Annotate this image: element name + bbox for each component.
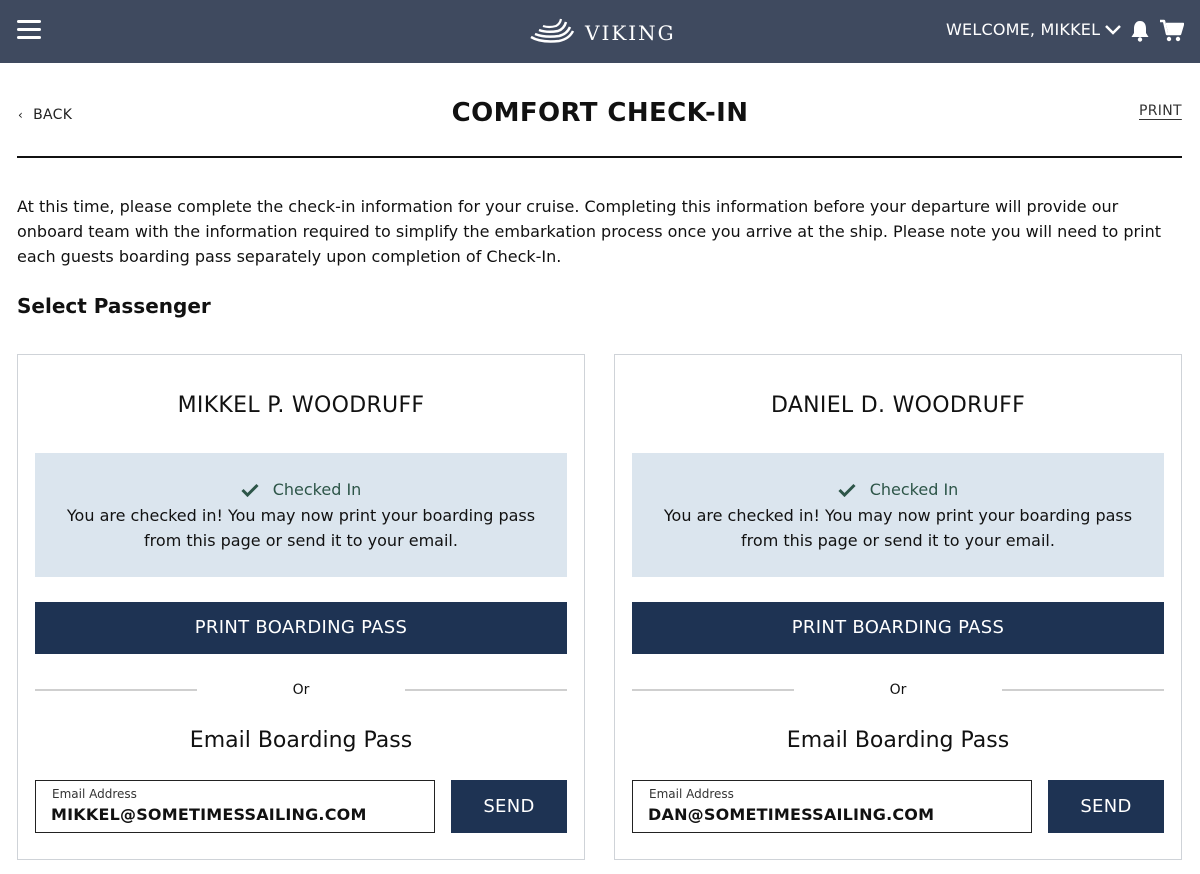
logo-text: VIKING xyxy=(585,21,676,45)
back-label: BACK xyxy=(33,107,73,123)
intro-text: At this time, please complete the check-in information for your cruise. Completing this information before your departure will provide our onboard team with the information required to simplify the embarkation process once you arrive at the ship. Please note you will need to print each guests boarding pass separately upon completion of Check-In. xyxy=(17,197,1161,266)
page-title: COMFORT CHECK-IN xyxy=(451,98,749,128)
passenger-name: MIKKEL P. WOODRUFF xyxy=(177,393,425,418)
cart-icon[interactable] xyxy=(1160,19,1184,43)
checked-in-status-box xyxy=(35,453,567,577)
send-button[interactable]: SEND xyxy=(451,780,567,833)
email-input[interactable] xyxy=(51,802,426,826)
status-label: Checked In xyxy=(869,480,959,499)
chevron-down-icon xyxy=(1105,24,1121,36)
status-message: You are checked in! You may now print your boarding pass from this page or send it to your email. xyxy=(663,506,1133,550)
email-boarding-pass-heading: Email Boarding Pass xyxy=(189,728,413,753)
viking-logo[interactable] xyxy=(529,16,676,46)
bell-icon[interactable] xyxy=(1130,20,1150,42)
email-field-label: Email Address xyxy=(649,787,734,801)
viking-ship-logo xyxy=(529,17,575,45)
title-divider xyxy=(17,156,1182,158)
passenger-card xyxy=(17,354,585,860)
status-line xyxy=(35,480,567,499)
status-label: Checked In xyxy=(272,480,362,499)
top-navigation-bar xyxy=(0,0,1200,63)
chevron-left-icon: ‹ xyxy=(18,108,24,122)
checked-in-status-box xyxy=(632,453,1164,577)
email-field-label: Email Address xyxy=(52,787,137,801)
welcome-label: WELCOME, MIKKEL xyxy=(946,20,1101,39)
account-menu[interactable] xyxy=(946,20,1121,39)
menu-icon[interactable] xyxy=(17,20,41,40)
status-line xyxy=(632,480,1164,499)
checkmark-icon xyxy=(838,483,856,497)
checkmark-icon xyxy=(241,483,259,497)
email-boarding-pass-heading: Email Boarding Pass xyxy=(786,728,1010,753)
passenger-name: DANIEL D. WOODRUFF xyxy=(770,393,1026,418)
print-boarding-pass-button[interactable]: PRINT BOARDING PASS xyxy=(632,602,1164,654)
email-input[interactable] xyxy=(648,802,1023,826)
or-divider xyxy=(35,681,567,701)
or-divider xyxy=(632,681,1164,701)
select-passenger-heading: Select Passenger xyxy=(17,294,211,318)
print-link[interactable]: PRINT xyxy=(1139,103,1182,119)
send-button[interactable]: SEND xyxy=(1048,780,1164,833)
or-label: Or xyxy=(889,682,907,698)
print-boarding-pass-button[interactable]: PRINT BOARDING PASS xyxy=(35,602,567,654)
email-field[interactable] xyxy=(632,780,1032,833)
passenger-card xyxy=(614,354,1182,860)
or-label: Or xyxy=(292,682,310,698)
status-message: You are checked in! You may now print your boarding pass from this page or send it to your email. xyxy=(66,506,536,550)
email-field[interactable] xyxy=(35,780,435,833)
